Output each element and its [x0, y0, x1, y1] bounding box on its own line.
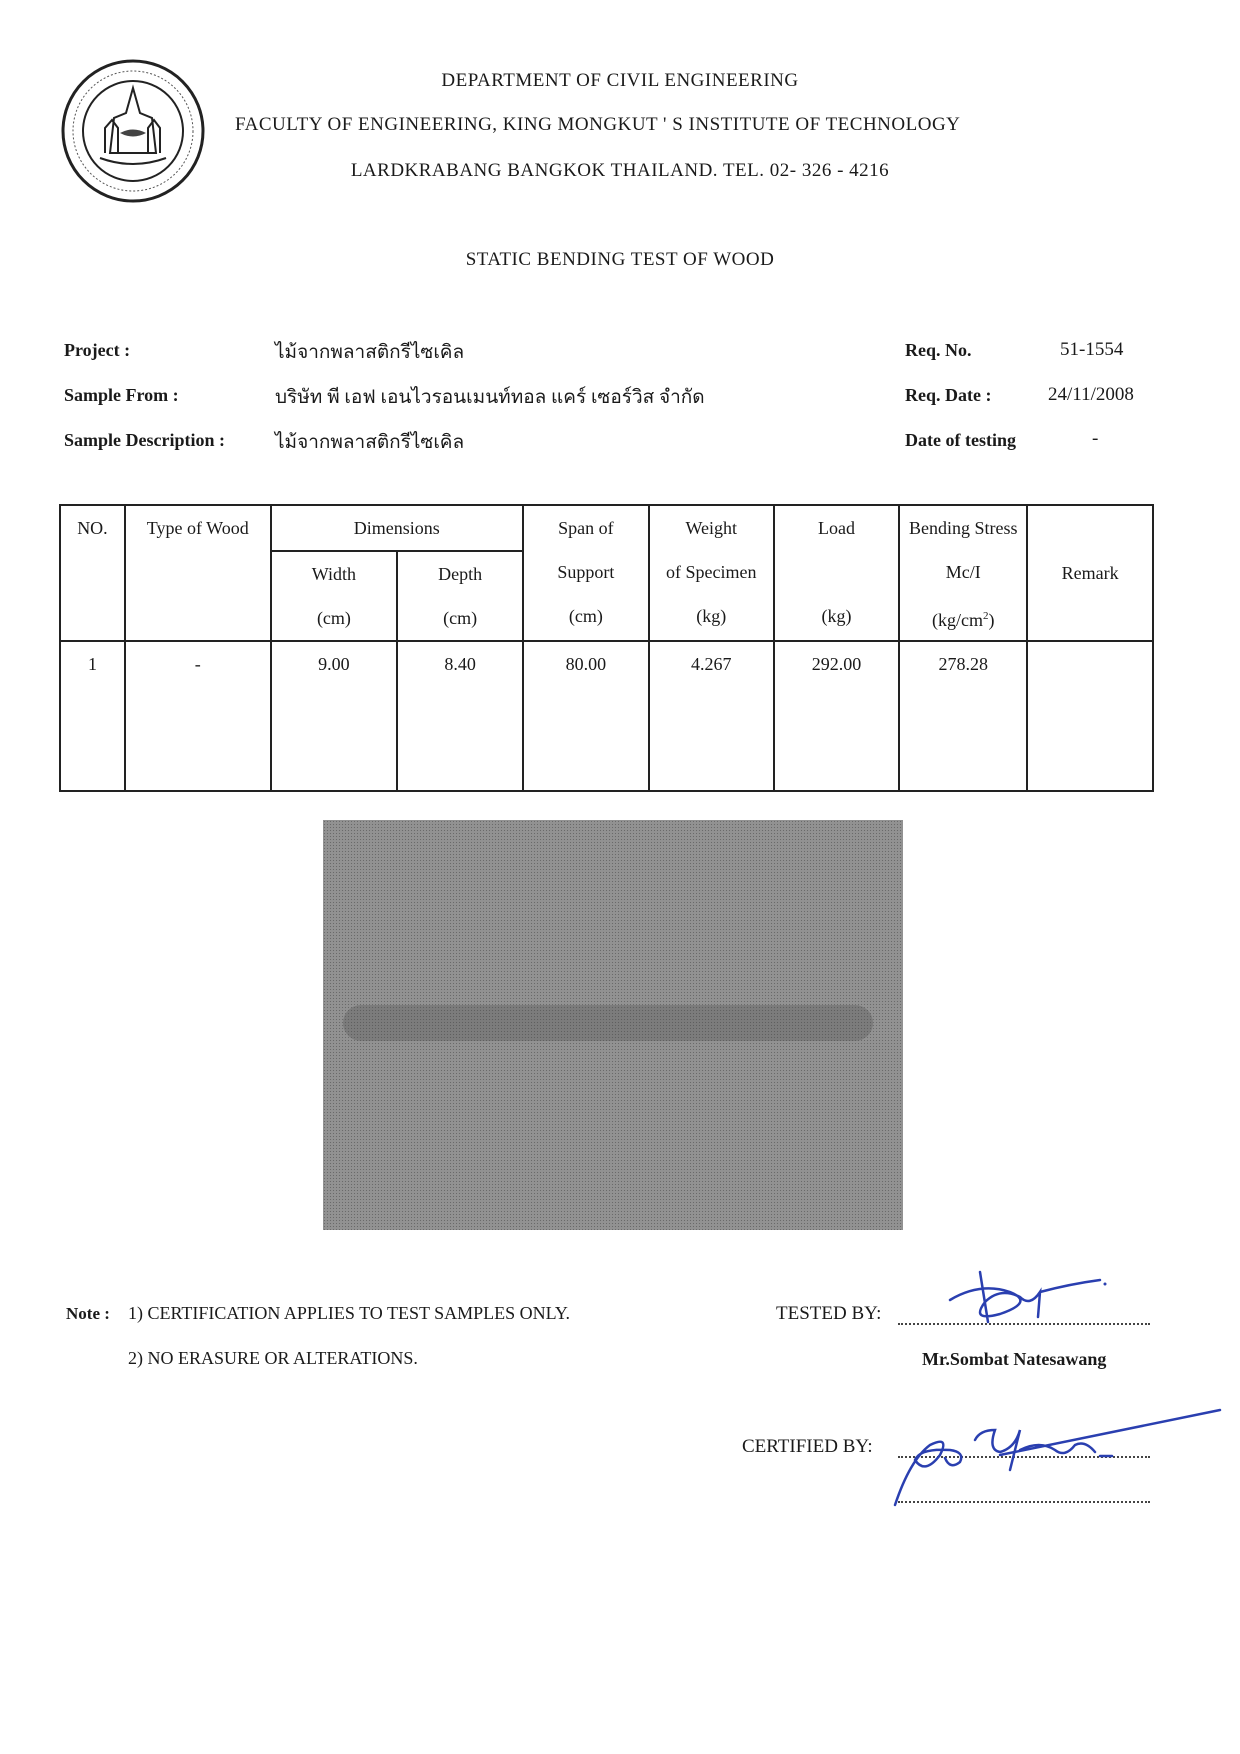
note-label: Note :	[66, 1304, 110, 1323]
note-1: 1) CERTIFICATION APPLIES TO TEST SAMPLES ONLY.	[128, 1303, 571, 1323]
cell-weight: 4.267	[649, 641, 774, 791]
header-faculty: FACULTY OF ENGINEERING, KING MONGKUT ' S INSTITUTE OF TECHNOLOGY	[235, 114, 961, 135]
specimen-photo	[323, 820, 903, 1230]
document-title: STATIC BENDING TEST OF WOOD	[465, 249, 775, 270]
cell-width: 9.00	[271, 641, 398, 791]
header-department: DEPARTMENT OF CIVIL ENGINEERING	[441, 70, 799, 91]
certifier-signature	[880, 1400, 1225, 1510]
date-of-testing-label: Date of testing	[905, 430, 1016, 450]
sample-description-label: Sample Description :	[64, 430, 225, 450]
header-span-of-support: Span of Support (cm)	[523, 505, 649, 641]
header-load: Load (kg)	[774, 505, 900, 641]
date-of-testing-value: -	[1092, 428, 1099, 449]
tester-signature	[940, 1262, 1120, 1332]
cell-bending-stress: 278.28	[899, 641, 1027, 791]
header-depth: Depth (cm)	[397, 551, 523, 641]
header-width: Width (cm)	[271, 551, 398, 641]
header-remark: Remark	[1027, 505, 1153, 641]
project-label: Project :	[64, 340, 131, 360]
cell-depth: 8.40	[397, 641, 523, 791]
header-weight-of-specimen: Weight of Specimen (kg)	[649, 505, 774, 641]
header-address: LARDKRABANG BANGKOK THAILAND. TEL. 02- 326 - 4216	[350, 160, 890, 181]
results-table	[59, 504, 1154, 792]
cell-no: 1	[60, 641, 125, 791]
cell-load: 292.00	[774, 641, 900, 791]
req-no-value: 51-1554	[1060, 339, 1124, 360]
cell-span: 80.00	[523, 641, 649, 791]
cell-remark	[1027, 641, 1153, 791]
table-row	[60, 641, 1153, 791]
header-bending-stress: Bending Stress Mc/I $(kg/cm^2)$	[899, 505, 1027, 641]
header-type-of-wood: Type of Wood	[125, 505, 271, 641]
req-date-label: Req. Date :	[905, 385, 992, 405]
tester-name: Mr.Sombat Natesawang	[922, 1349, 1107, 1369]
sample-description-value: ไม้จากพลาสติกรีไซเคิล	[275, 432, 465, 453]
req-no-label: Req. No.	[905, 340, 972, 360]
header-dimensions: Dimensions	[271, 505, 523, 551]
sample-from-value: บริษัท พี เอฟ เอนไวรอนเมนท์ทอล แคร์ เซอร์วิส จำกัด	[275, 387, 705, 408]
certified-by-label: CERTIFIED BY:	[742, 1436, 873, 1457]
tested-by-label: TESTED BY:	[776, 1303, 882, 1324]
project-value: ไม้จากพลาสติกรีไซเคิล	[275, 342, 465, 363]
cell-type: -	[125, 641, 271, 791]
header-no: NO.	[60, 505, 125, 641]
req-date-value: 24/11/2008	[1048, 384, 1134, 405]
sample-from-label: Sample From :	[64, 385, 179, 405]
note-2: 2) NO ERASURE OR ALTERATIONS.	[128, 1348, 418, 1368]
